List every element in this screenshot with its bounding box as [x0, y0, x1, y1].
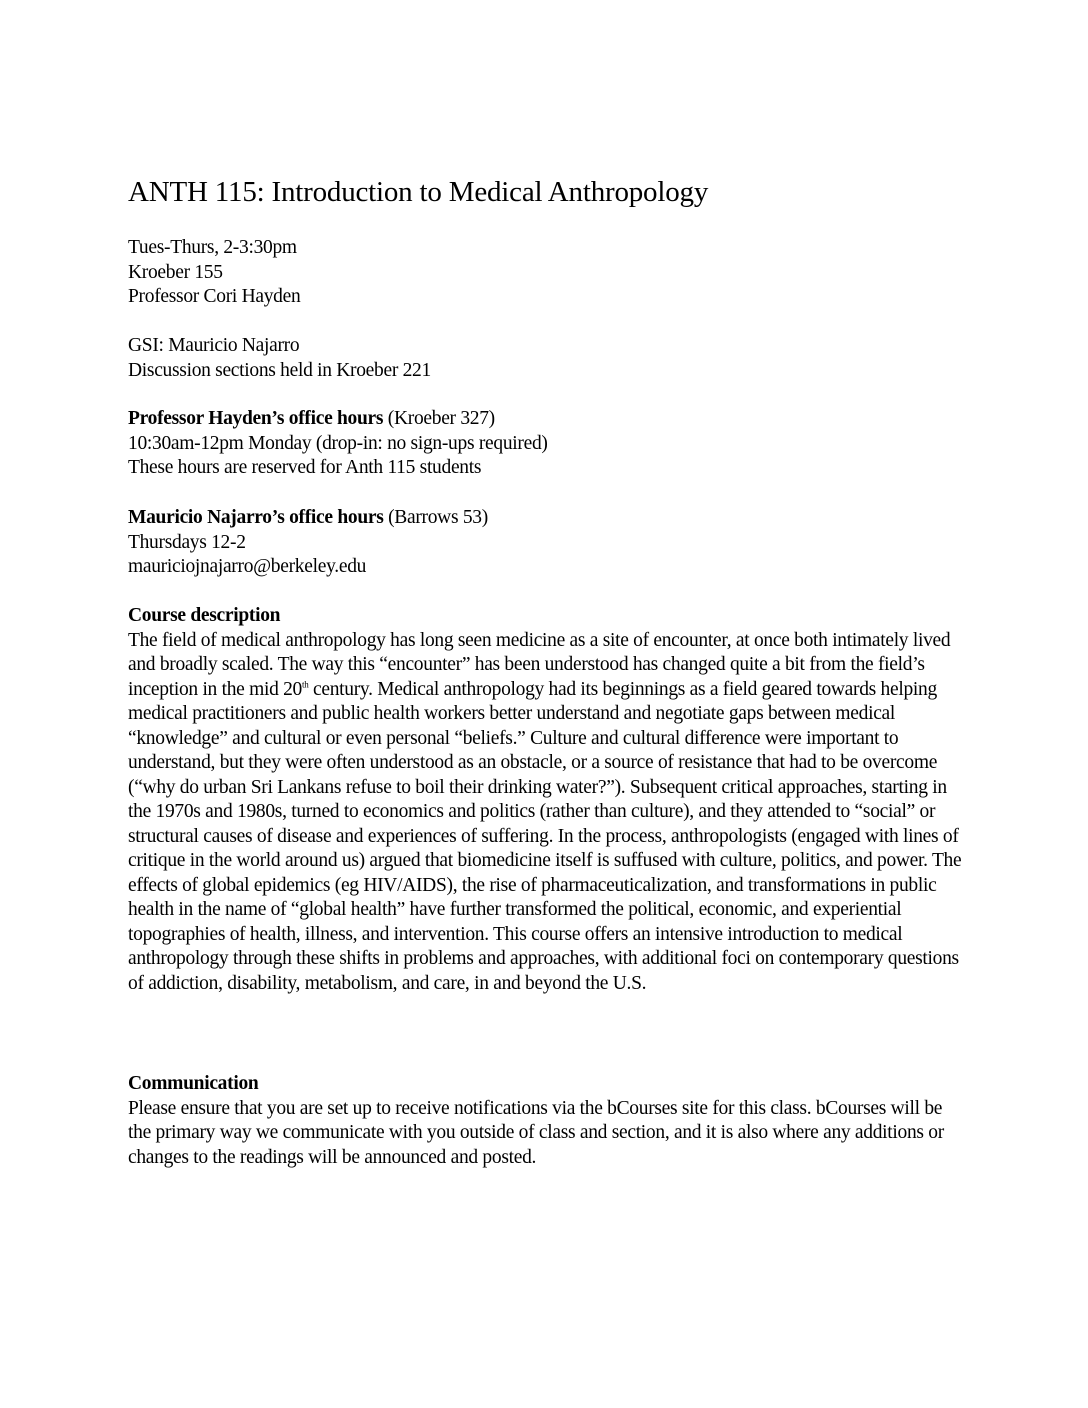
professor-hours-note: These hours are reserved for Anth 115 students [128, 457, 482, 478]
course-description-text-part1: The field of medical anthropology has long seen medicine as a site of encounter, at once both intimately lived and broadly scaled. The way this “encounter” has been understood has changed quite a bit from the field’s inception in the mid 20 [128, 629, 951, 700]
professor-hours-heading-line [128, 407, 968, 432]
gsi-hours-time: Thursdays 12-2 [128, 531, 246, 553]
professor-office-hours [128, 407, 968, 481]
gsi-name: GSI: Mauricio Najarro [128, 335, 300, 356]
course-title: ANTH 115: Introduction to Medical Anthropology [128, 176, 709, 208]
gsi-office-hours [128, 506, 968, 580]
class-room: Kroeber 155 [128, 261, 223, 283]
gsi-hours-location: (Barrows 53) [383, 507, 488, 528]
professor-hours-location: (Kroeber 327) [383, 408, 495, 429]
course-description-text [128, 629, 968, 997]
gsi-block [128, 334, 968, 383]
gsi-hours-heading: Mauricio Najarro’s office hours [128, 507, 384, 528]
schedule-block [128, 236, 968, 310]
class-time: Tues-Thurs, 2-3:30pm [128, 237, 297, 258]
communication-text: Please ensure that you are set up to receive notifications via the bCourses site for this class. bCourses will be the primary way we communicate with you outside of class and section, and it is also where any additions or changes to the readings will be announced and posted. [128, 1097, 944, 1168]
professor-name: Professor Cori Hayden [128, 286, 301, 307]
discussion-sections: Discussion sections held in Kroeber 221 [128, 359, 431, 381]
course-description-heading: Course description [128, 605, 281, 626]
gsi-email-link[interactable]: mauriciojnajarro@berkeley.edu [128, 556, 367, 577]
gsi-hours-heading-line [128, 506, 968, 531]
professor-hours-time: 10:30am-12pm Monday (drop-in: no sign-ups required) [128, 432, 548, 454]
communication-section [128, 1072, 968, 1170]
professor-hours-heading: Professor Hayden’s office hours [128, 408, 384, 429]
course-description-section [128, 604, 968, 996]
ordinal-suffix: th [302, 679, 309, 689]
course-description-text-part2: century. Medical anthropology had its beginnings as a field geared towards helping medical practitioners and public health workers better understand and negotiate gaps between medical “knowledge” and cultural or even personal “beliefs.” Culture and cultural difference were important to understand, but they were often understood as an obstacle, or a source of resistance that had to be overcome (“why do urban Sri Lankans refuse to boil their drinking water?”). Subsequent critical approaches, starting in the 1970s and 1980s, turned to economics and politics (rather than culture), and they attended to “social” or structural causes of disease and experiences of suffering. In the process, anthropologists (engaged with lines of critique in the world around us) argued that biomedicine itself is suffused with culture, politics, and power. The effects of global epidemics (eg HIV/AIDS), the rise of pharmaceuticalization, and transformations in public health in the name of “global health” have further transformed the political, economic, and experiential topographies of health, illness, and intervention. This course offers an intensive introduction to medical anthropology through these shifts in problems and approaches, with additional foci on contemporary questions of addiction, disability, metabolism, and care, in and beyond the U.S. [128, 678, 962, 994]
communication-heading: Communication [128, 1073, 259, 1094]
